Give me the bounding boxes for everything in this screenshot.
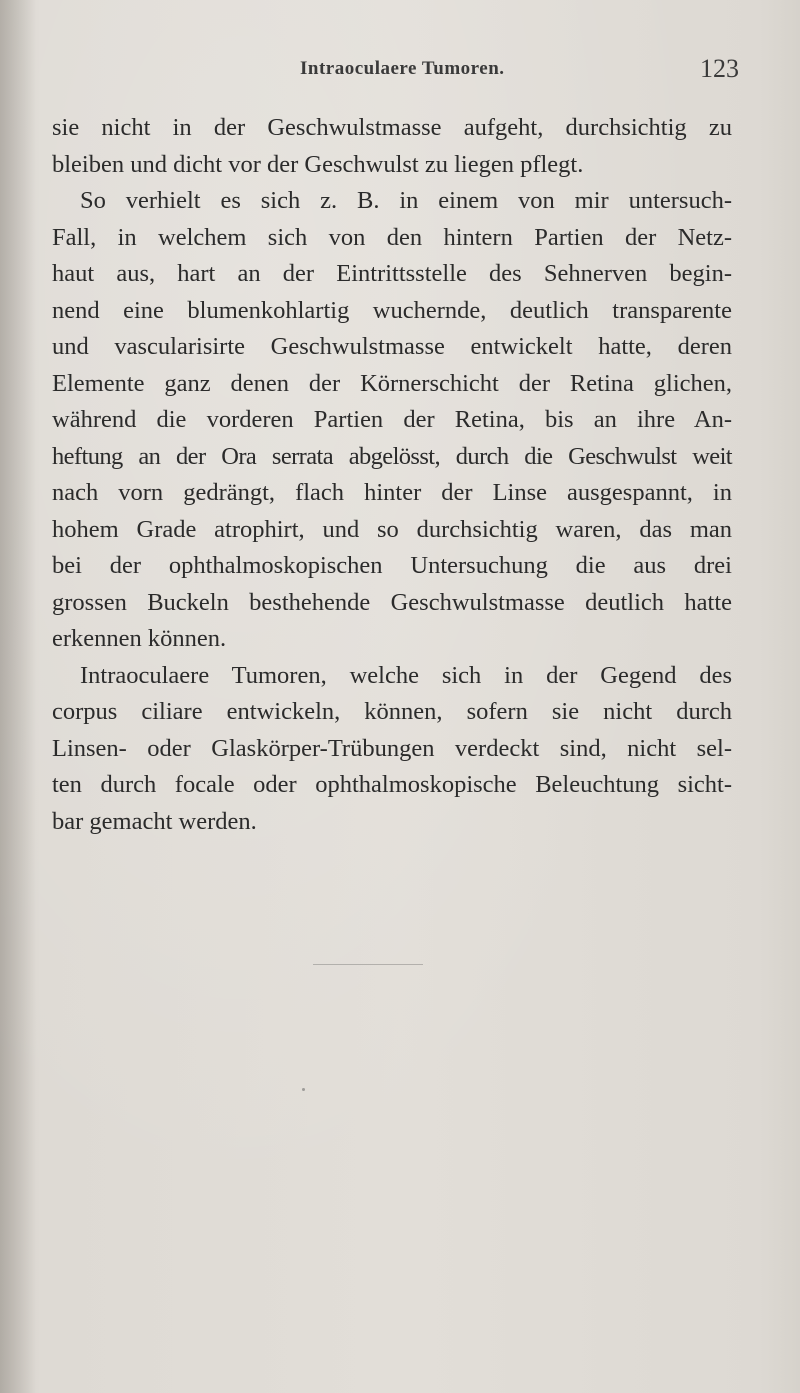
text-line: sie nicht in der Geschwulstmasse aufgeht, durchsichtig zu [52,114,732,141]
text-line: hohem Grade atrophirt, und so durchsichtig waren, das man [52,515,732,543]
text-line: bei der ophthalmoskopischen Untersuchung die aus drei [52,552,732,579]
text-line: Elemente ganz denen der Körnerschicht der Retina glichen, [52,369,732,397]
text-line: heftung an der Ora serrata abgelösst, durch die Geschwulst weit [52,442,732,470]
text-line: haut aus, hart an der Eintrittsstelle des Sehnerven begin- [52,260,732,287]
text-line: Linsen- oder Glaskörper-Trübungen verdeckt sind, nicht sel- [52,734,732,762]
text-line: und vascularisirte Geschwulstmasse entwickelt hatte, deren [52,333,732,360]
footnote-rule [313,964,423,965]
text-line: bleiben und dicht vor der Geschwulst zu liegen pflegt. [52,150,584,178]
text-line: So verhielt es sich z. B. in einem von mir untersuch- [80,187,732,214]
text-line: nach vorn gedrängt, flach hinter der Linse ausgespannt, in [52,479,732,506]
text-line: erkennen können. [52,625,227,652]
text-line: grossen Buckeln besthehende Geschwulstmasse deutlich hatte [52,588,732,616]
text-line: ten durch focale oder ophthalmoskopische Beleuchtung sicht- [52,771,732,798]
page-gutter-shadow [0,0,36,1393]
text-line: Intraoculaere Tumoren, welche sich in der Gegend des [80,661,732,689]
text-line: Fall, in welchem sich von den hintern Partien der Netz- [52,223,732,251]
text-line: corpus ciliare entwickeln, können, sofern sie nicht durch [52,698,732,725]
page-number: 123 [700,54,739,83]
body-text [52,110,732,840]
text-line: bar gemacht werden. [52,807,257,835]
text-line: nend eine blumenkohlartig wuchernde, deutlich transparente [52,296,732,324]
running-title: Intraoculaere Tumoren. [300,58,505,79]
running-header [0,56,800,86]
text-line: während die vorderen Partien der Retina, bis an ihre An- [52,406,732,433]
paper-speck [302,1088,305,1091]
